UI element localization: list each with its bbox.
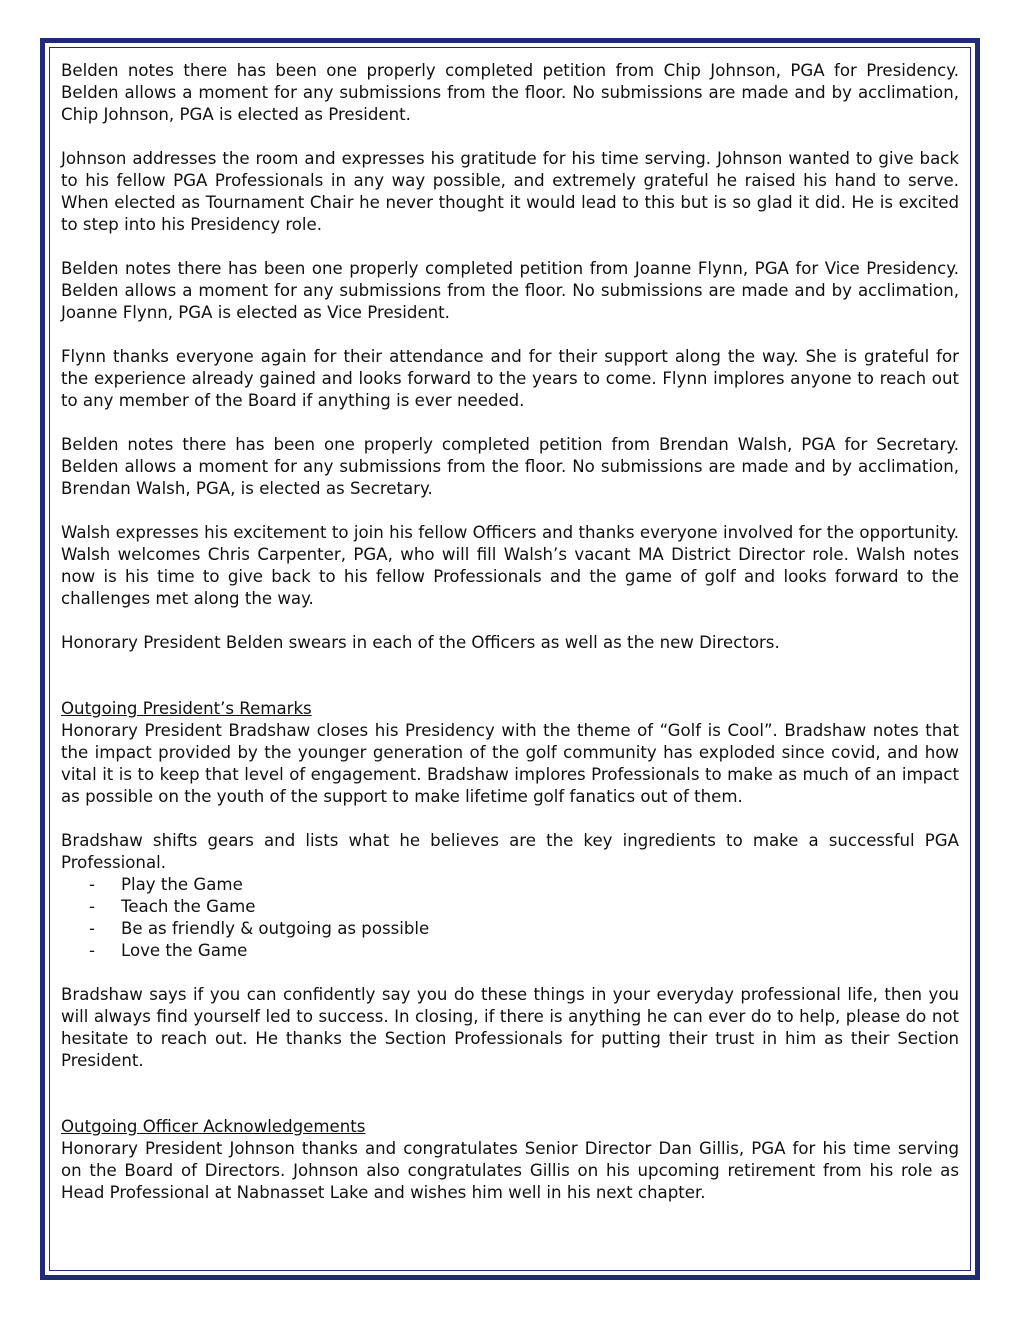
minutes-body [61, 60, 959, 1226]
paragraph-walsh-remarks: Walsh expresses his excitement to join his fellow Officers and thanks everyone involved for the opportunity. Walsh welcomes Chris Carpenter, PGA, who will fill Walsh’s vacant MA District Director role. Walsh notes now is his time to give back to his fellow Professionals and the game of golf and looks forward to the challenges met along the way. [61, 523, 959, 608]
paragraph-bradshaw-closing: Bradshaw says if you can confidently say you do these things in your everyday professional life, then you will always find yourself led to success. In closing, if there is anything he can ever do to help, please do not hesitate to reach out. He thanks the Section Professionals for putting their trust in him as their Section President. [61, 985, 959, 1070]
paragraph-president-election: Belden notes there has been one properly completed petition from Chip Johnson, PGA for Presidency. Belden allows a moment for any submissions from the floor. No submissions are made and by acclimation, Chip Johnson, PGA is elected as President. [61, 61, 959, 124]
key-ingredients-list [61, 874, 959, 962]
list-item: - Teach the Game [89, 896, 959, 918]
list-item: - Play the Game [89, 874, 959, 896]
paragraph-johnson-remarks: Johnson addresses the room and expresses his gratitude for his time serving. Johnson wanted to give back to his fellow PGA Professionals in any way possible, and extremely grateful he raised his hand to serve. When elected as Tournament Chair he never thought it would lead to this but is so glad it did. He is excited to step into his Presidency role. [61, 149, 959, 234]
paragraph-vice-president-election: Belden notes there has been one properly completed petition from Joanne Flynn, PGA for Vice Presidency. Belden allows a moment for any submissions from the floor. No submissions are made and by acclimation, Joanne Flynn, PGA is elected as Vice President. [61, 259, 959, 322]
list-item: - Love the Game [89, 940, 959, 962]
paragraph-swearing-in: Honorary President Belden swears in each of the Officers as well as the new Directors. [61, 633, 780, 652]
paragraph-gillis-acknowledgement: Honorary President Johnson thanks and congratulates Senior Director Dan Gillis, PGA for his time serving on the Board of Directors. Johnson also congratulates Gillis on his upcoming retirement from his role as Head Professional at Nabnasset Lake and wishes him well in his next chapter. [61, 1139, 959, 1202]
paragraph-secretary-election: Belden notes there has been one properly completed petition from Brendan Walsh, PGA for Secretary. Belden allows a moment for any submissions from the floor. No submissions are made and by acclimation, Brendan Walsh, PGA, is elected as Secretary. [61, 435, 959, 498]
section-heading-outgoing-president: Outgoing President’s Remarks [61, 699, 312, 718]
paragraph-bradshaw-theme: Honorary President Bradshaw closes his Presidency with the theme of “Golf is Cool”. Bradshaw notes that the impact provided by the younger generation of the golf community has exploded since covid, and how vital it is to keep that level of engagement. Bradshaw implores Professionals to make as much of an impact as possible on the youth of the support to make lifetime golf fanatics out of them. [61, 721, 959, 806]
list-item: - Be as friendly & outgoing as possible [89, 918, 959, 940]
paragraph-flynn-remarks: Flynn thanks everyone again for their attendance and for their support along the way. She is grateful for the experience already gained and looks forward to the years to come. Flynn implores anyone to reach out to any member of the Board if anything is ever needed. [61, 347, 959, 410]
section-heading-outgoing-officer: Outgoing Officer Acknowledgements [61, 1117, 366, 1136]
paragraph-key-ingredients-intro: Bradshaw shifts gears and lists what he believes are the key ingredients to make a successful PGA Professional. [61, 831, 959, 872]
